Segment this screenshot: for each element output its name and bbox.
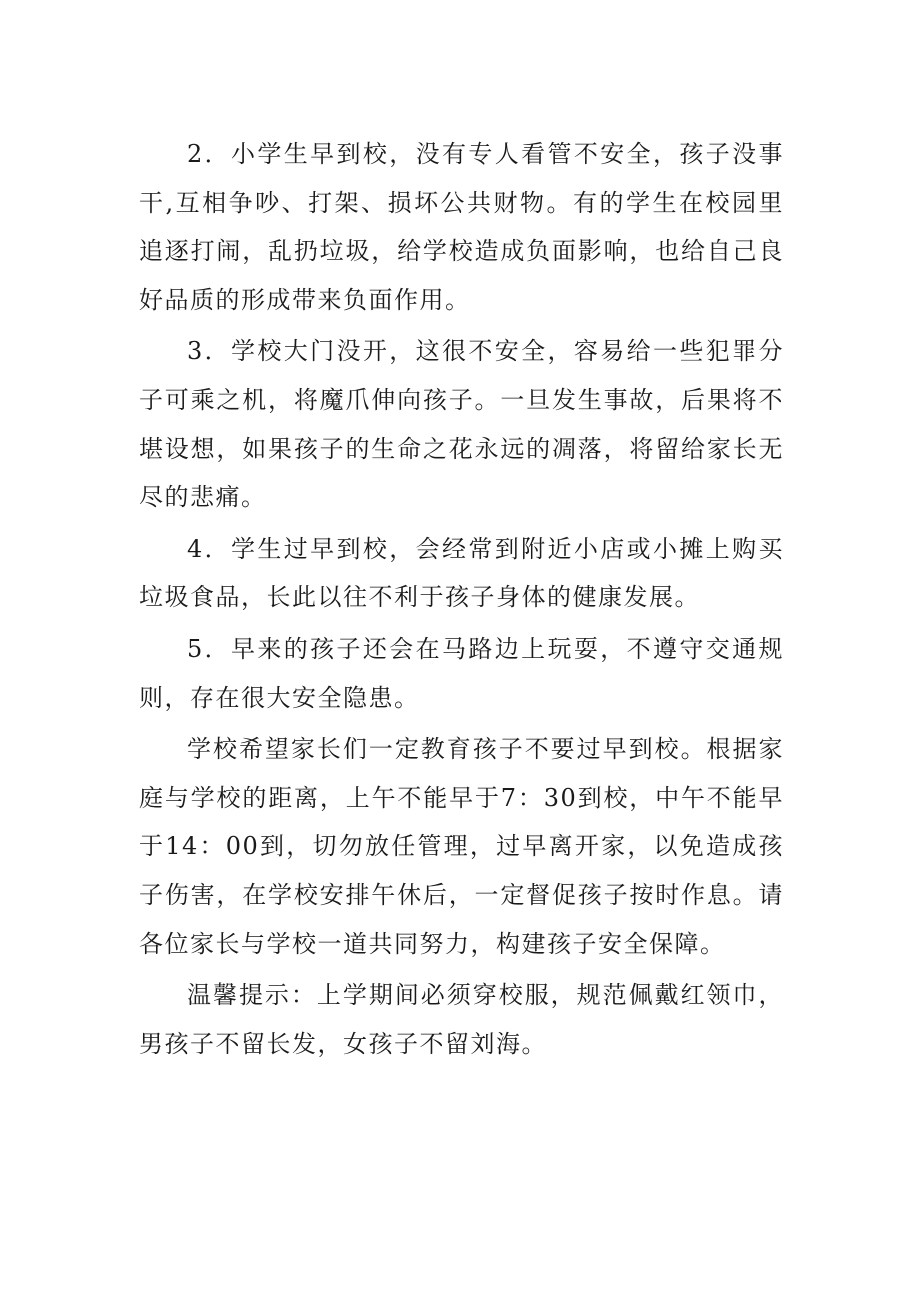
paragraph-item-4: 4．学生过早到校，会经常到附近小店或小摊上购买垃圾食品，长此以往不利于孩子身体的健康发展。 <box>139 534 784 612</box>
paragraph-item-2: 2．小学生早到校，没有专人看管不安全，孩子没事干,互相争吵、打架、损坏公共财物。有的学生在校园里追逐打闹，乱扔垃圾，给学校造成负面影响，也给自己良好品质的形成带来负面作用。 <box>139 140 784 314</box>
paragraph-reminder: 温馨提示：上学期间必须穿校服，规范佩戴红领巾，男孩子不留长发，女孩子不留刘海。 <box>139 981 784 1058</box>
paragraph-item-3: 3．学校大门没开，这很不安全，容易给一些犯罪分子可乘之机，将魔爪伸向孩子。一旦发生事故，后果将不堪设想，如果孩子的生命之花永远的凋落，将留给家长无尽的悲痛。 <box>139 337 784 512</box>
paragraph-school-request: 学校希望家长们一定教育孩子不要过早到校。根据家庭与学校的距离，上午不能早于7：30到校，中午不能早于14：00到，切勿放任管理，过早离开家，以免造成孩子伤害，在学校安排午休后，一定督促孩子按时作息。请各位家长与学校一道共同努力，构建孩子安全保障。 <box>139 735 784 958</box>
document-body <box>139 130 784 1071</box>
paragraph-item-5: 5．早来的孩子还会在马路边上玩耍，不遵守交通规则，存在很大安全隐患。 <box>139 634 784 712</box>
